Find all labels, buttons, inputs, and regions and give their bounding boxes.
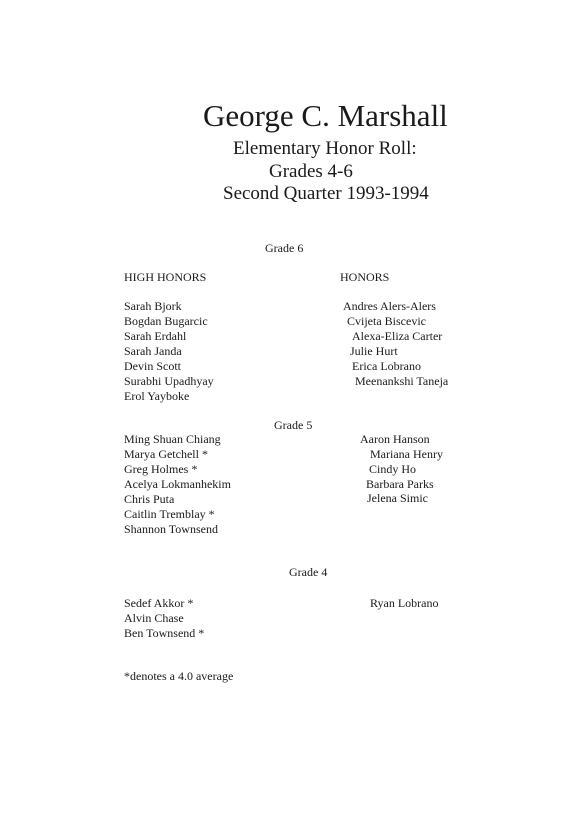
list-item: Caitlin Tremblay * <box>124 507 215 521</box>
list-item: Shannon Townsend <box>124 522 218 536</box>
list-item: Sarah Janda <box>124 344 182 358</box>
list-item: Aaron Hanson <box>360 432 430 446</box>
grade-4-label: Grade 4 <box>289 565 328 579</box>
list-item: Bogdan Bugarcic <box>124 314 208 328</box>
list-item: Julie Hurt <box>350 344 398 358</box>
list-item: Cindy Ho <box>369 462 417 476</box>
list-item: Meenankshi Taneja <box>355 374 449 388</box>
grade-4-high-honors-list <box>124 596 204 641</box>
list-item: Greg Holmes * <box>124 462 198 476</box>
list-item: Sarah Erdahl <box>124 329 187 343</box>
grade-4-honors-item: Ryan Lobrano <box>370 596 439 610</box>
list-item: Alexa-Eliza Carter <box>352 329 443 343</box>
list-item: Cvijeta Biscevic <box>347 314 426 328</box>
honors-heading: HONORS <box>340 270 390 284</box>
list-item: Chris Puta <box>124 492 175 506</box>
list-item: Erol Yayboke <box>124 389 190 403</box>
list-item: Jelena Simic <box>367 491 428 505</box>
subtitle-line-2: Grades 4-6 <box>269 161 353 182</box>
list-item: Alvin Chase <box>124 611 184 625</box>
list-item: Acelya Lokmanhekim <box>124 477 231 491</box>
subtitle-line-3: Second Quarter 1993-1994 <box>223 183 429 204</box>
list-item: Devin Scott <box>124 359 181 373</box>
list-item: Mariana Henry <box>370 447 443 461</box>
grade-6-high-honors-list <box>124 299 214 404</box>
list-item: Sarah Bjork <box>124 299 182 313</box>
list-item: Ming Shuan Chiang <box>124 432 221 446</box>
grade-5-high-honors-list <box>124 432 231 537</box>
subtitle-line-1: Elementary Honor Roll: <box>233 138 417 159</box>
list-item: Marya Getchell * <box>124 447 208 461</box>
list-item: Ben Townsend * <box>124 626 205 640</box>
high-honors-heading: HIGH HONORS <box>124 270 207 284</box>
list-item: Surabhi Upadhyay <box>124 374 214 388</box>
list-item: Erica Lobrano <box>352 359 421 373</box>
page-title: George C. Marshall <box>203 98 448 133</box>
grade-5-label: Grade 5 <box>274 418 313 432</box>
list-item: Sedef Akkor * <box>124 596 194 610</box>
footnote: *denotes a 4.0 average <box>124 669 234 683</box>
list-item: Andres Alers-Alers <box>343 299 436 313</box>
grade-6-label: Grade 6 <box>265 241 304 255</box>
list-item: Barbara Parks <box>366 477 434 491</box>
